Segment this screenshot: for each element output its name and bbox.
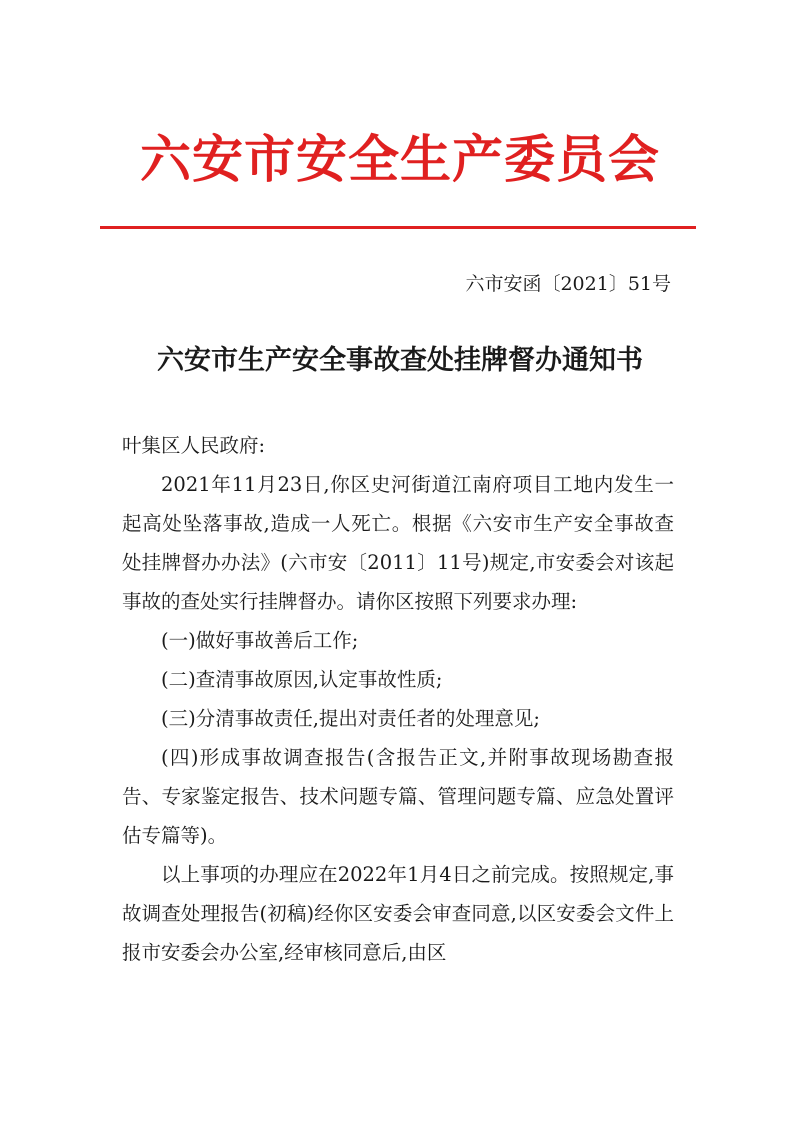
document-title: 六安市生产安全事故查处挂牌督办通知书 bbox=[157, 345, 643, 376]
paragraph: 2021年11月23日,你区史河街道江南府项目工地内发生一起高处坠落事故,造成一人死亡。根据《六安市生产安全事故查处挂牌督办办法》(六市安〔2011〕11号)规定,市安委会对该起事故的查处实行挂牌督办。请你区按照下列要求办理: bbox=[122, 473, 674, 613]
paragraph: (四)形成事故调查报告(含报告正文,并附事故现场勘查报告、专家鉴定报告、技术问题专篇、管理问题专篇、应急处置评估专篇等)。 bbox=[122, 746, 674, 847]
document-body bbox=[122, 426, 674, 972]
red-divider-line bbox=[100, 226, 696, 229]
issuing-authority-title: 六安市安全生产委员会 bbox=[139, 130, 660, 190]
paragraph: (三)分清事故责任,提出对责任者的处理意见; bbox=[161, 707, 540, 730]
document-number: 六市安函〔2021〕51号 bbox=[465, 273, 671, 295]
paragraph: (一)做好事故善后工作; bbox=[161, 629, 359, 652]
paragraph: (二)查清事故原因,认定事故性质; bbox=[161, 668, 443, 691]
paragraph: 以上事项的办理应在2022年1月4日之前完成。按照规定,事故调查处理报告(初稿)经你区安委会审查同意,以区安委会文件上报市安委会办公室,经审核同意后,由区 bbox=[122, 863, 674, 964]
recipient-line: 叶集区人民政府: bbox=[122, 434, 266, 457]
